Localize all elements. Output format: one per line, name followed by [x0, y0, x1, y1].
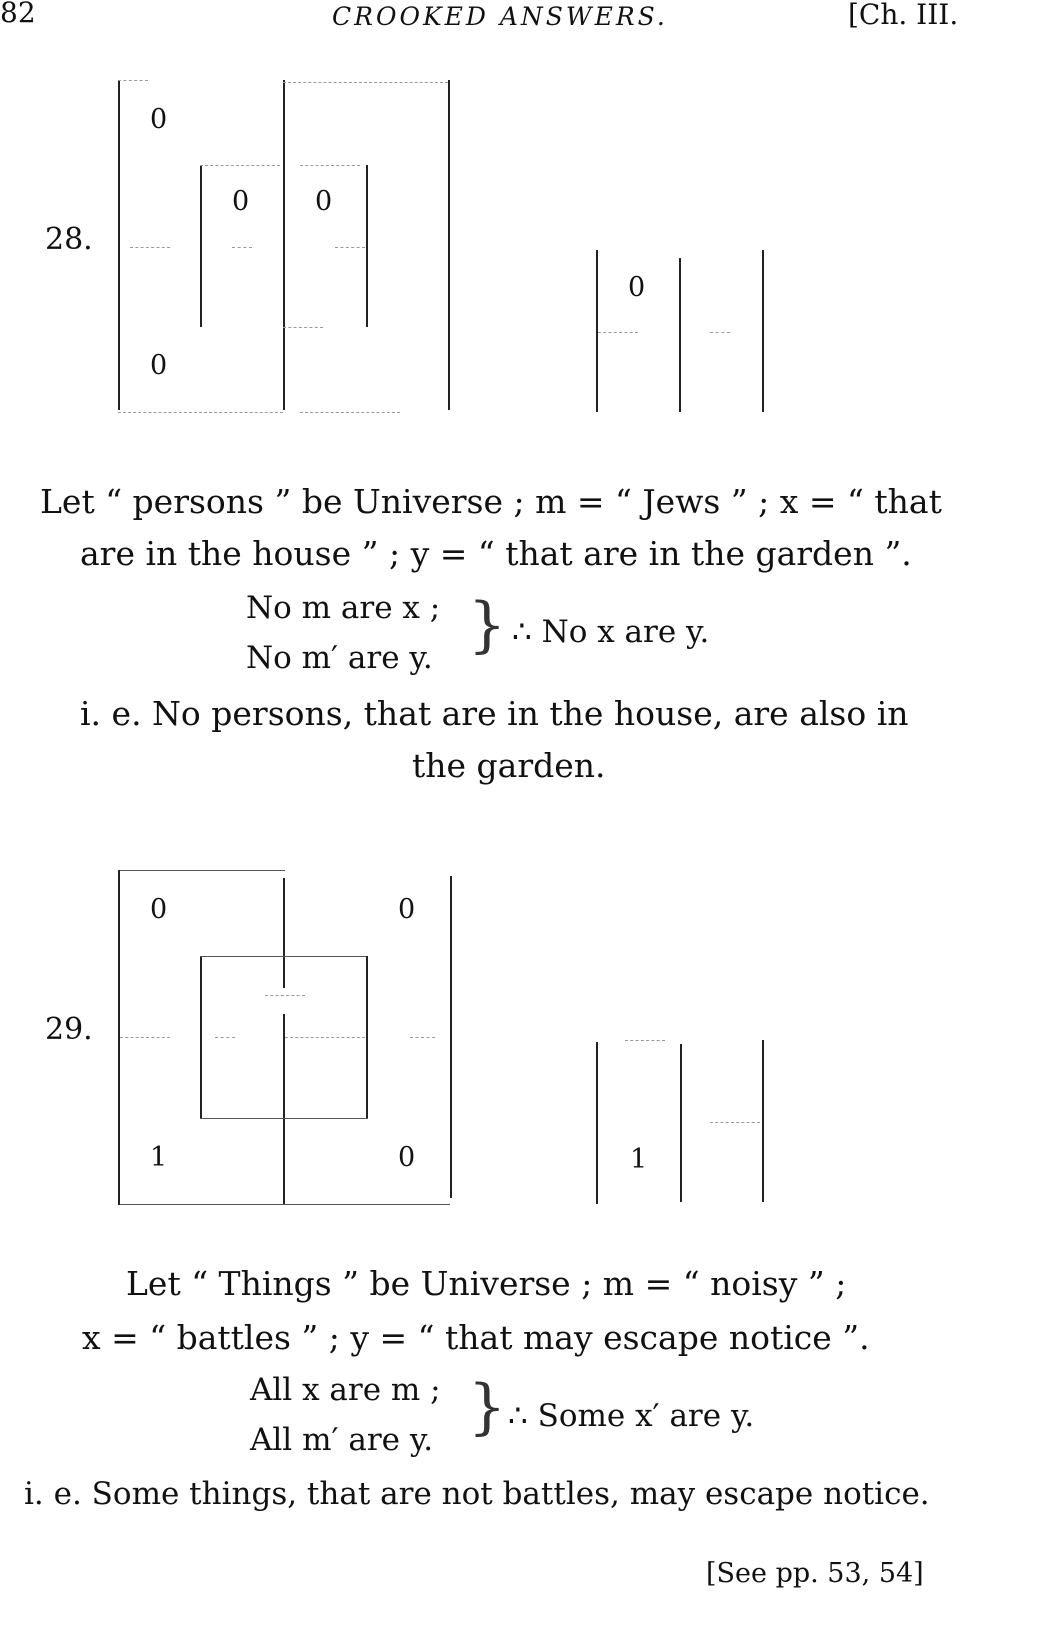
cell-29-top-right: 0	[398, 894, 416, 925]
problem-number-28: 28.	[45, 222, 93, 257]
conclusion-28: ∴ No x are y.	[512, 614, 710, 650]
premise-29-1: All x are m ;	[250, 1372, 441, 1408]
cell-29-bottom-right: 0	[398, 1142, 416, 1173]
interpretation-28-line2: the garden.	[412, 746, 606, 785]
footer-note: [See pp. 53, 54]	[706, 1558, 924, 1589]
premise-28-2: No m′ are y.	[246, 640, 433, 676]
cell-29-bottom-left: 1	[150, 1142, 168, 1173]
brace-29: }	[468, 1372, 507, 1442]
chapter-label: [Ch. III.	[848, 0, 959, 31]
intro-28-line2: are in the house ” ; y = “ that are in the garden ”.	[80, 534, 912, 573]
premise-29-2: All m′ are y.	[250, 1422, 434, 1458]
conclusion-29: ∴ Some x′ are y.	[508, 1398, 755, 1434]
page-number: 82	[0, 0, 36, 29]
cell-29-top-left: 0	[150, 894, 168, 925]
cell-28-right: 0	[628, 272, 646, 303]
premise-28-1: No m are x ;	[246, 590, 441, 626]
cell-28-bottom-left: 0	[150, 350, 168, 381]
intro-29-line1: Let “ Things ” be Universe ; m = “ noisy ” ;	[126, 1264, 847, 1303]
cell-29-right: 1	[630, 1144, 648, 1175]
cell-28-inner-right: 0	[315, 186, 333, 217]
intro-28-line1: Let “ persons ” be Universe ; m = “ Jews ” ; x = “ that	[40, 482, 942, 521]
interpretation-29-line1: i. e. Some things, that are not battles, may escape notice.	[24, 1476, 930, 1512]
running-title: CROOKED ANSWERS.	[332, 2, 668, 31]
cell-28-top-left: 0	[150, 104, 168, 135]
interpretation-28-line1: i. e. No persons, that are in the house, are also in	[80, 694, 909, 733]
brace-28: }	[468, 590, 507, 660]
intro-29-line2: x = “ battles ” ; y = “ that may escape notice ”.	[82, 1318, 870, 1357]
cell-28-inner-left: 0	[232, 186, 250, 217]
problem-number-29: 29.	[45, 1012, 93, 1047]
